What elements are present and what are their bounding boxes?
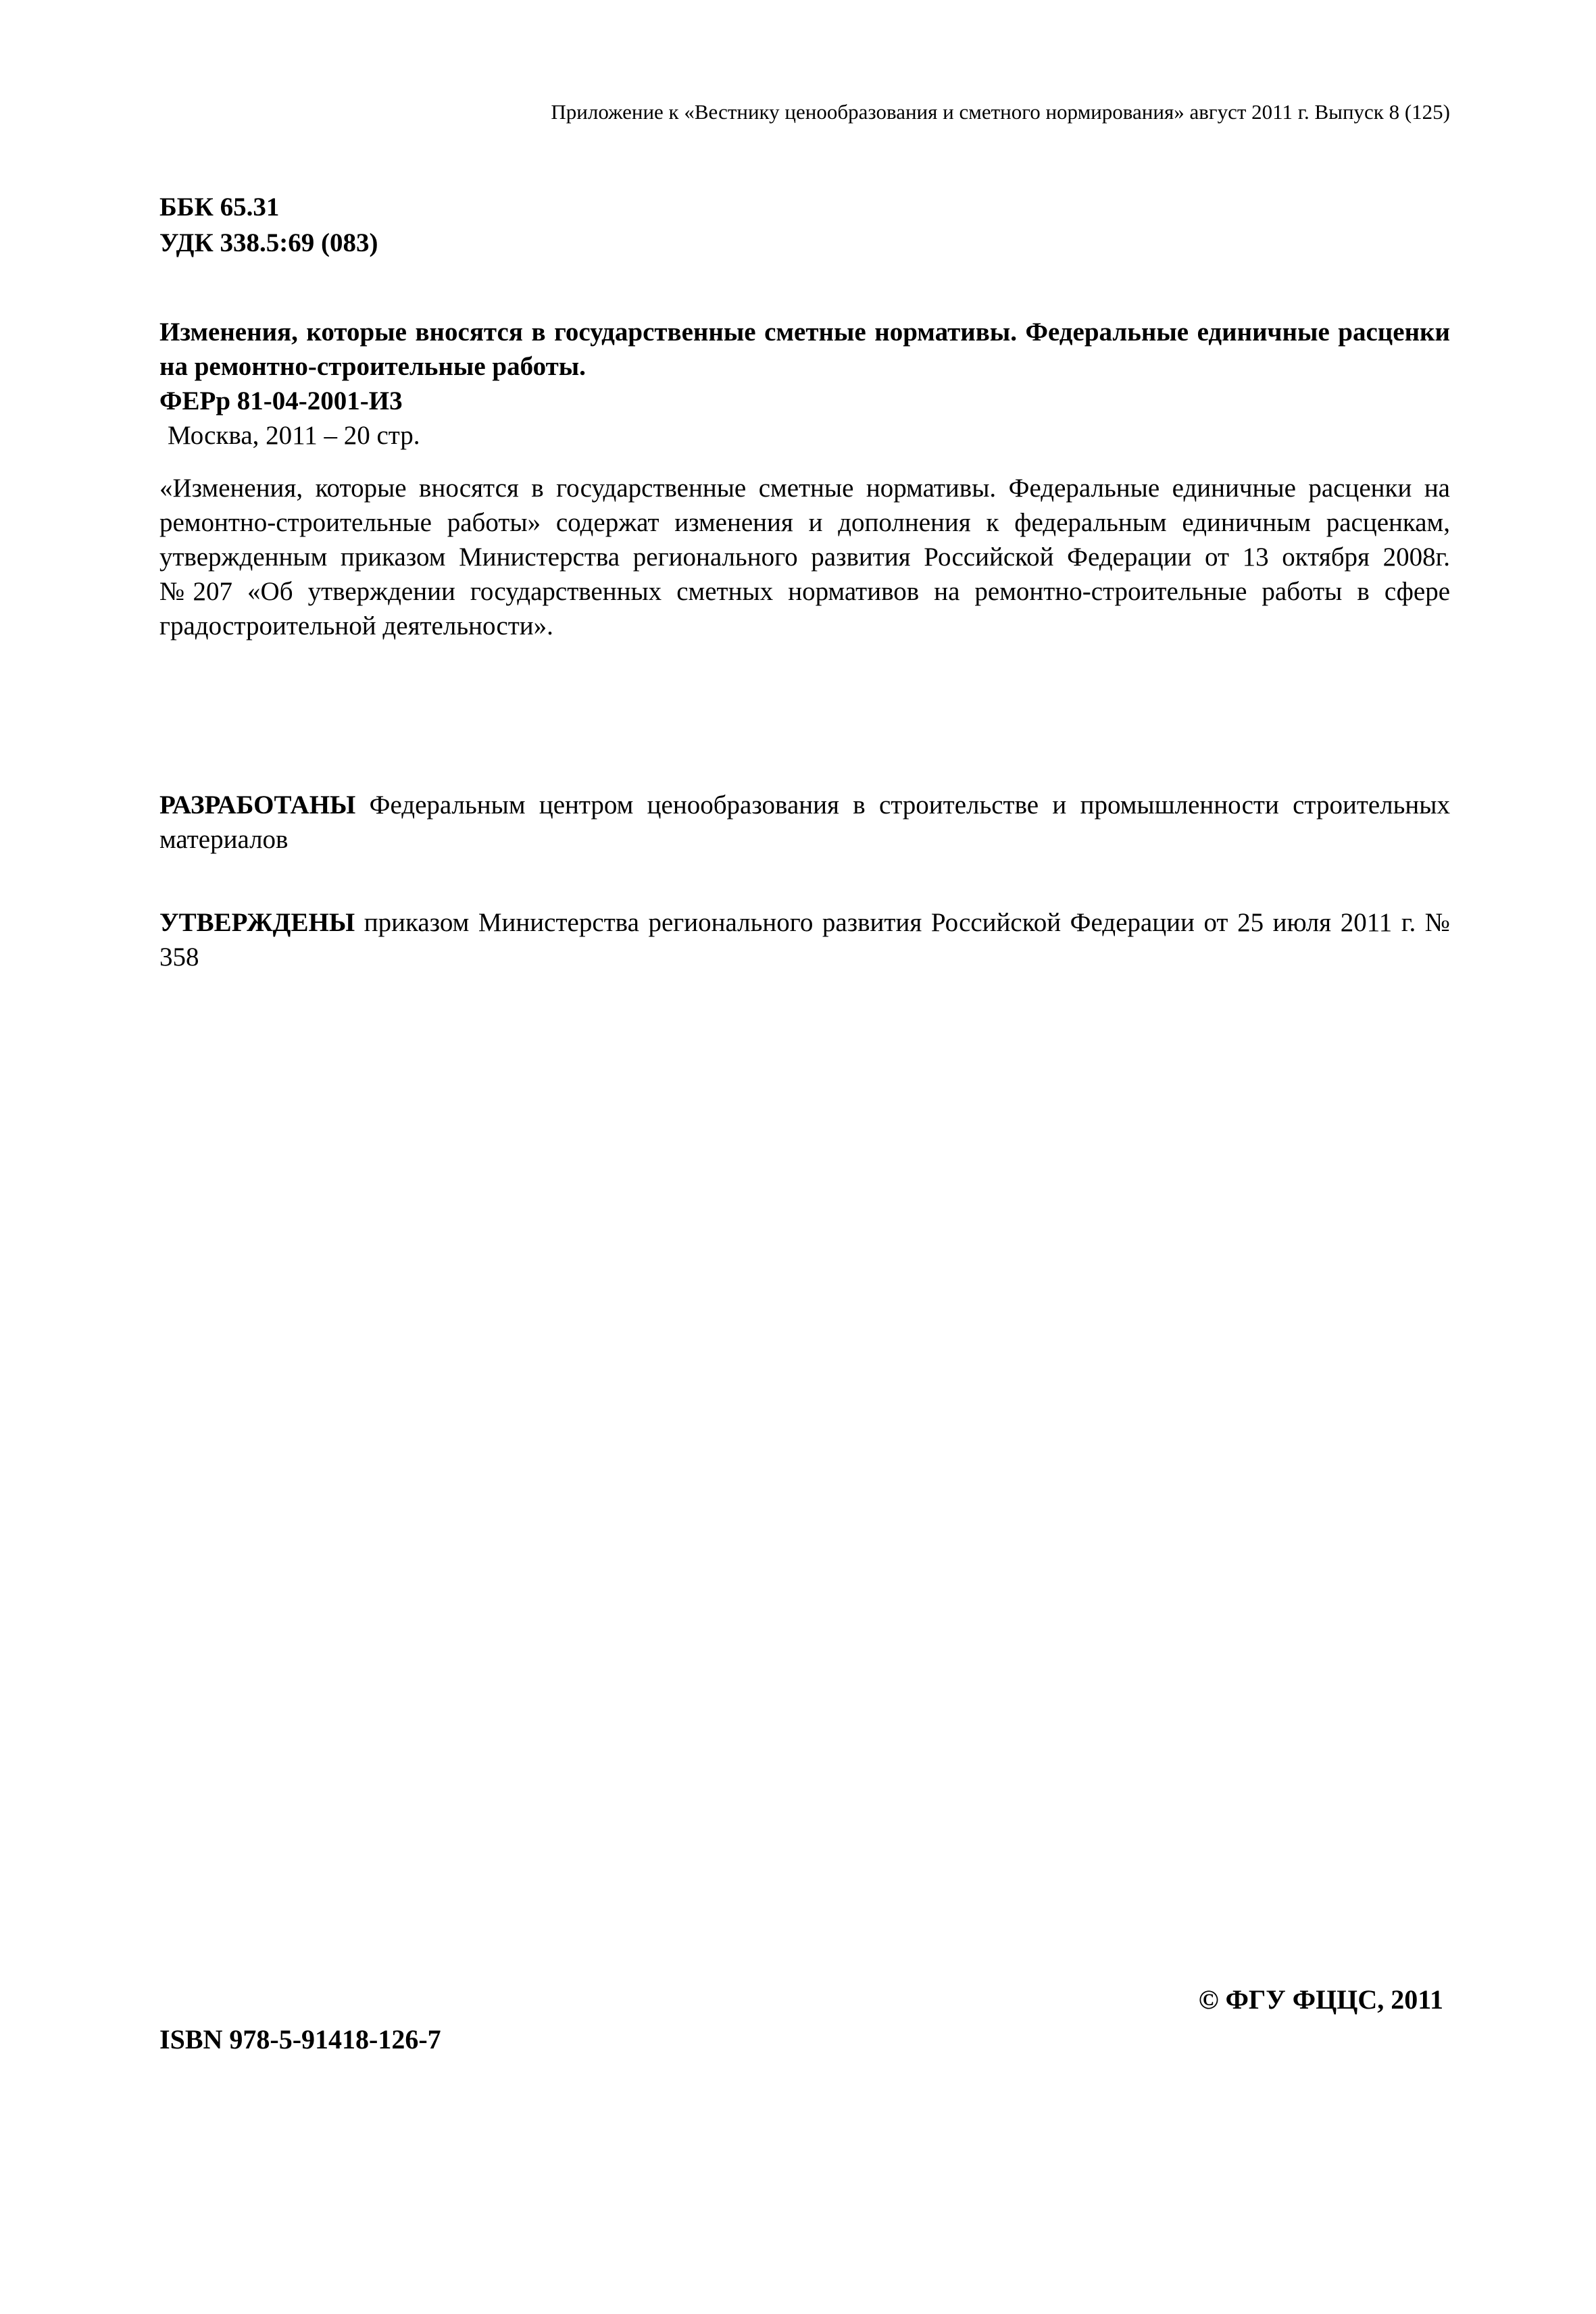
developed-label: РАЗРАБОТАНЫ xyxy=(159,790,356,820)
publication-title-block xyxy=(159,315,1450,453)
publication-code: ФЕРр 81-04-2001-И3 xyxy=(159,386,403,416)
udk-code: УДК 338.5:69 (083) xyxy=(159,228,378,257)
copyright-notice: © ФГУ ФЦЦС, 2011 xyxy=(1198,1984,1443,2015)
publication-imprint: Москва, 2011 – 20 стр. xyxy=(168,421,420,450)
developed-by-paragraph xyxy=(159,788,1450,857)
running-header: Приложение к «Вестнику ценообразования и сметного нормирования» август 2011 г. Выпуск 8 (125) xyxy=(551,100,1450,124)
approved-label: УТВЕРЖДЕНЫ xyxy=(159,908,355,937)
publication-title: Изменения, которые вносятся в государственные сметные нормативы. Федеральные единичные расценки на ремонтно-строительные работы. xyxy=(159,318,1450,381)
isbn-number: ISBN 978-5-91418-126-7 xyxy=(159,2024,441,2055)
annotation-paragraph: «Изменения, которые вносятся в государственные сметные нормативы. Федеральные единичные расценки на ремонтно-строительные работы» содержат изменения и дополнения к федеральным единичным расценкам, утвержденным приказом Министерства регионального развития Российской Федерации от 13 октября 2008г. №207 «Об утверждении государственных сметных нормативов на ремонтно-строительные работы в сфере градостроительной деятельности». xyxy=(159,474,1450,640)
approved-by-paragraph xyxy=(159,905,1450,974)
developed-text: Федеральным центром ценообразования в строительстве и промышленности строительных материалов xyxy=(159,790,1450,854)
classification-codes xyxy=(159,189,378,261)
bbk-code: ББК 65.31 xyxy=(159,193,280,222)
approved-text: приказом Министерства регионального развития Российской Федерации от 25 июля 2011 г. № 358 xyxy=(159,908,1450,972)
